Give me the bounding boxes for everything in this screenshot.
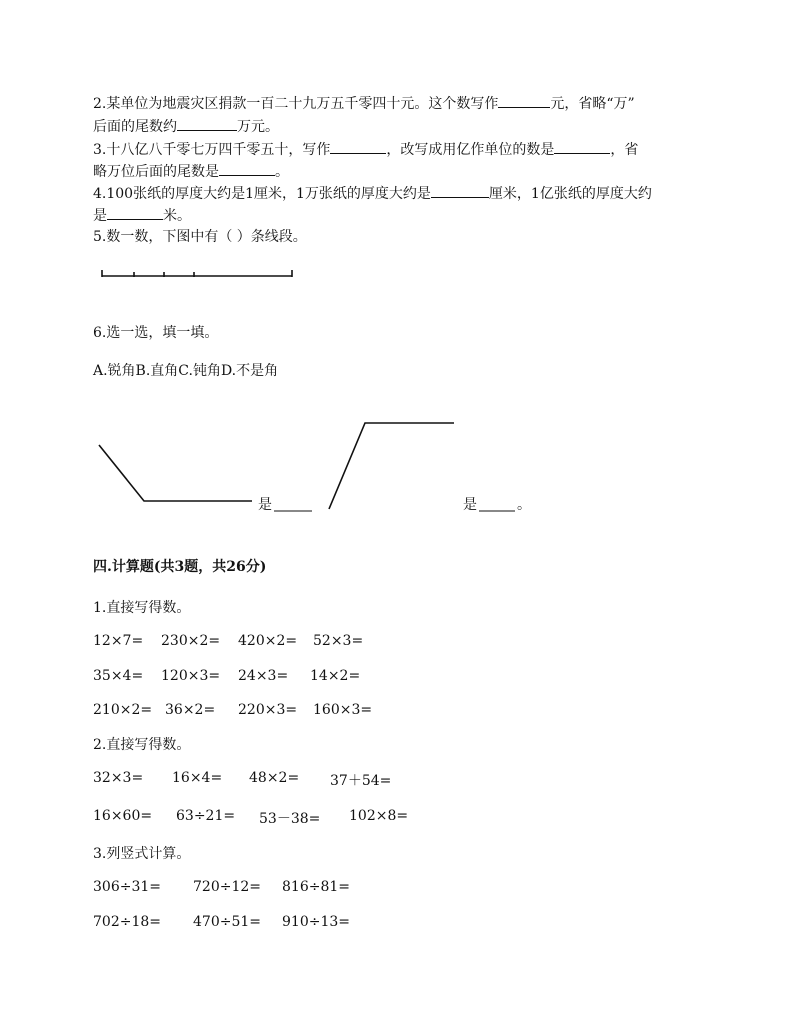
q3-text-e: 。 xyxy=(275,164,289,180)
calc-item: 24×3= xyxy=(238,668,289,684)
calc-item: 470÷51= xyxy=(193,914,261,930)
angle-figure-2 xyxy=(329,423,454,509)
q4-text-c: 是 xyxy=(93,208,107,224)
calc-1-title: 1.直接写得数。 xyxy=(93,600,191,616)
segment-figure xyxy=(102,270,292,277)
q3-text-a: 3.十八亿八千零七万四千零五十，写作 xyxy=(93,142,331,158)
q3-text-d: 略万位后面的尾数是 xyxy=(93,164,219,180)
q3-text-b: ，改写成用亿作单位的数是 xyxy=(386,142,555,158)
calc-item: 120×3= xyxy=(161,668,221,684)
calc-item: 36×2= xyxy=(165,702,216,718)
q3-text-c: ，省 xyxy=(610,142,639,158)
question-5-text: 5.数一数，下图中有（ ）条线段。 xyxy=(93,229,307,245)
calc-item: 52×3= xyxy=(313,633,364,649)
q4-text-b: 厘米，1亿张纸的厚度大约 xyxy=(488,186,652,202)
calc-item: 16×60= xyxy=(93,808,153,824)
calc-item: 32×3= xyxy=(93,770,144,786)
calc-item: 306÷31= xyxy=(93,879,161,895)
calc-item: 48×2= xyxy=(249,770,300,786)
calc-item: 63÷21= xyxy=(176,808,236,824)
calc-item: 230×2= xyxy=(161,633,221,649)
angle-figure-1 xyxy=(99,445,252,501)
section-4-title: 四.计算题(共3题，共26分) xyxy=(93,559,267,575)
calc-item: 16×4= xyxy=(172,770,223,786)
calc-item: 160×3= xyxy=(313,702,373,718)
calc-item: 37＋54= xyxy=(330,773,392,789)
calc-item: 720÷12= xyxy=(193,879,261,895)
question-6-options: A.锐角B.直角C.钝角D.不是角 xyxy=(93,363,279,379)
q2-text-c: 后面的尾数约 xyxy=(93,119,177,135)
calc-item: 210×2= xyxy=(93,702,153,718)
calc-item: 816÷81= xyxy=(282,879,350,895)
calc-item: 14×2= xyxy=(310,668,361,684)
calc-item: 53－38= xyxy=(259,811,321,827)
question-6-title: 6.选一选，填一填。 xyxy=(93,325,219,341)
q4-text-d: 米。 xyxy=(163,208,191,224)
q6-label-1: 是 xyxy=(258,497,272,513)
calc-2-title: 2.直接写得数。 xyxy=(93,737,191,753)
calc-3-title: 3.列竖式计算。 xyxy=(93,846,191,862)
calc-item: 702÷18= xyxy=(93,914,161,930)
obtuse-angle-lines xyxy=(99,445,252,501)
calc-item: 12×7= xyxy=(93,633,144,649)
calc-item: 102×8= xyxy=(349,808,409,824)
calc-item: 420×2= xyxy=(238,633,298,649)
calc-item: 35×4= xyxy=(93,668,144,684)
q2-text-a: 2.某单位为地震灾区捐款一百二十九万五千零四十元。这个数写作 xyxy=(93,96,499,112)
q6-label-2: 是 xyxy=(463,497,477,513)
calc-item: 220×3= xyxy=(238,702,298,718)
q2-text-b: 元，省略“万” xyxy=(550,96,635,112)
open-angle-lines xyxy=(329,423,454,509)
q2-text-d: 万元。 xyxy=(237,119,279,135)
q6-label-2-end: 。 xyxy=(517,497,531,513)
q4-text-a: 4.100张纸的厚度大约是1厘米，1万张纸的厚度大约是 xyxy=(93,186,431,202)
calc-item: 910÷13= xyxy=(282,914,350,930)
